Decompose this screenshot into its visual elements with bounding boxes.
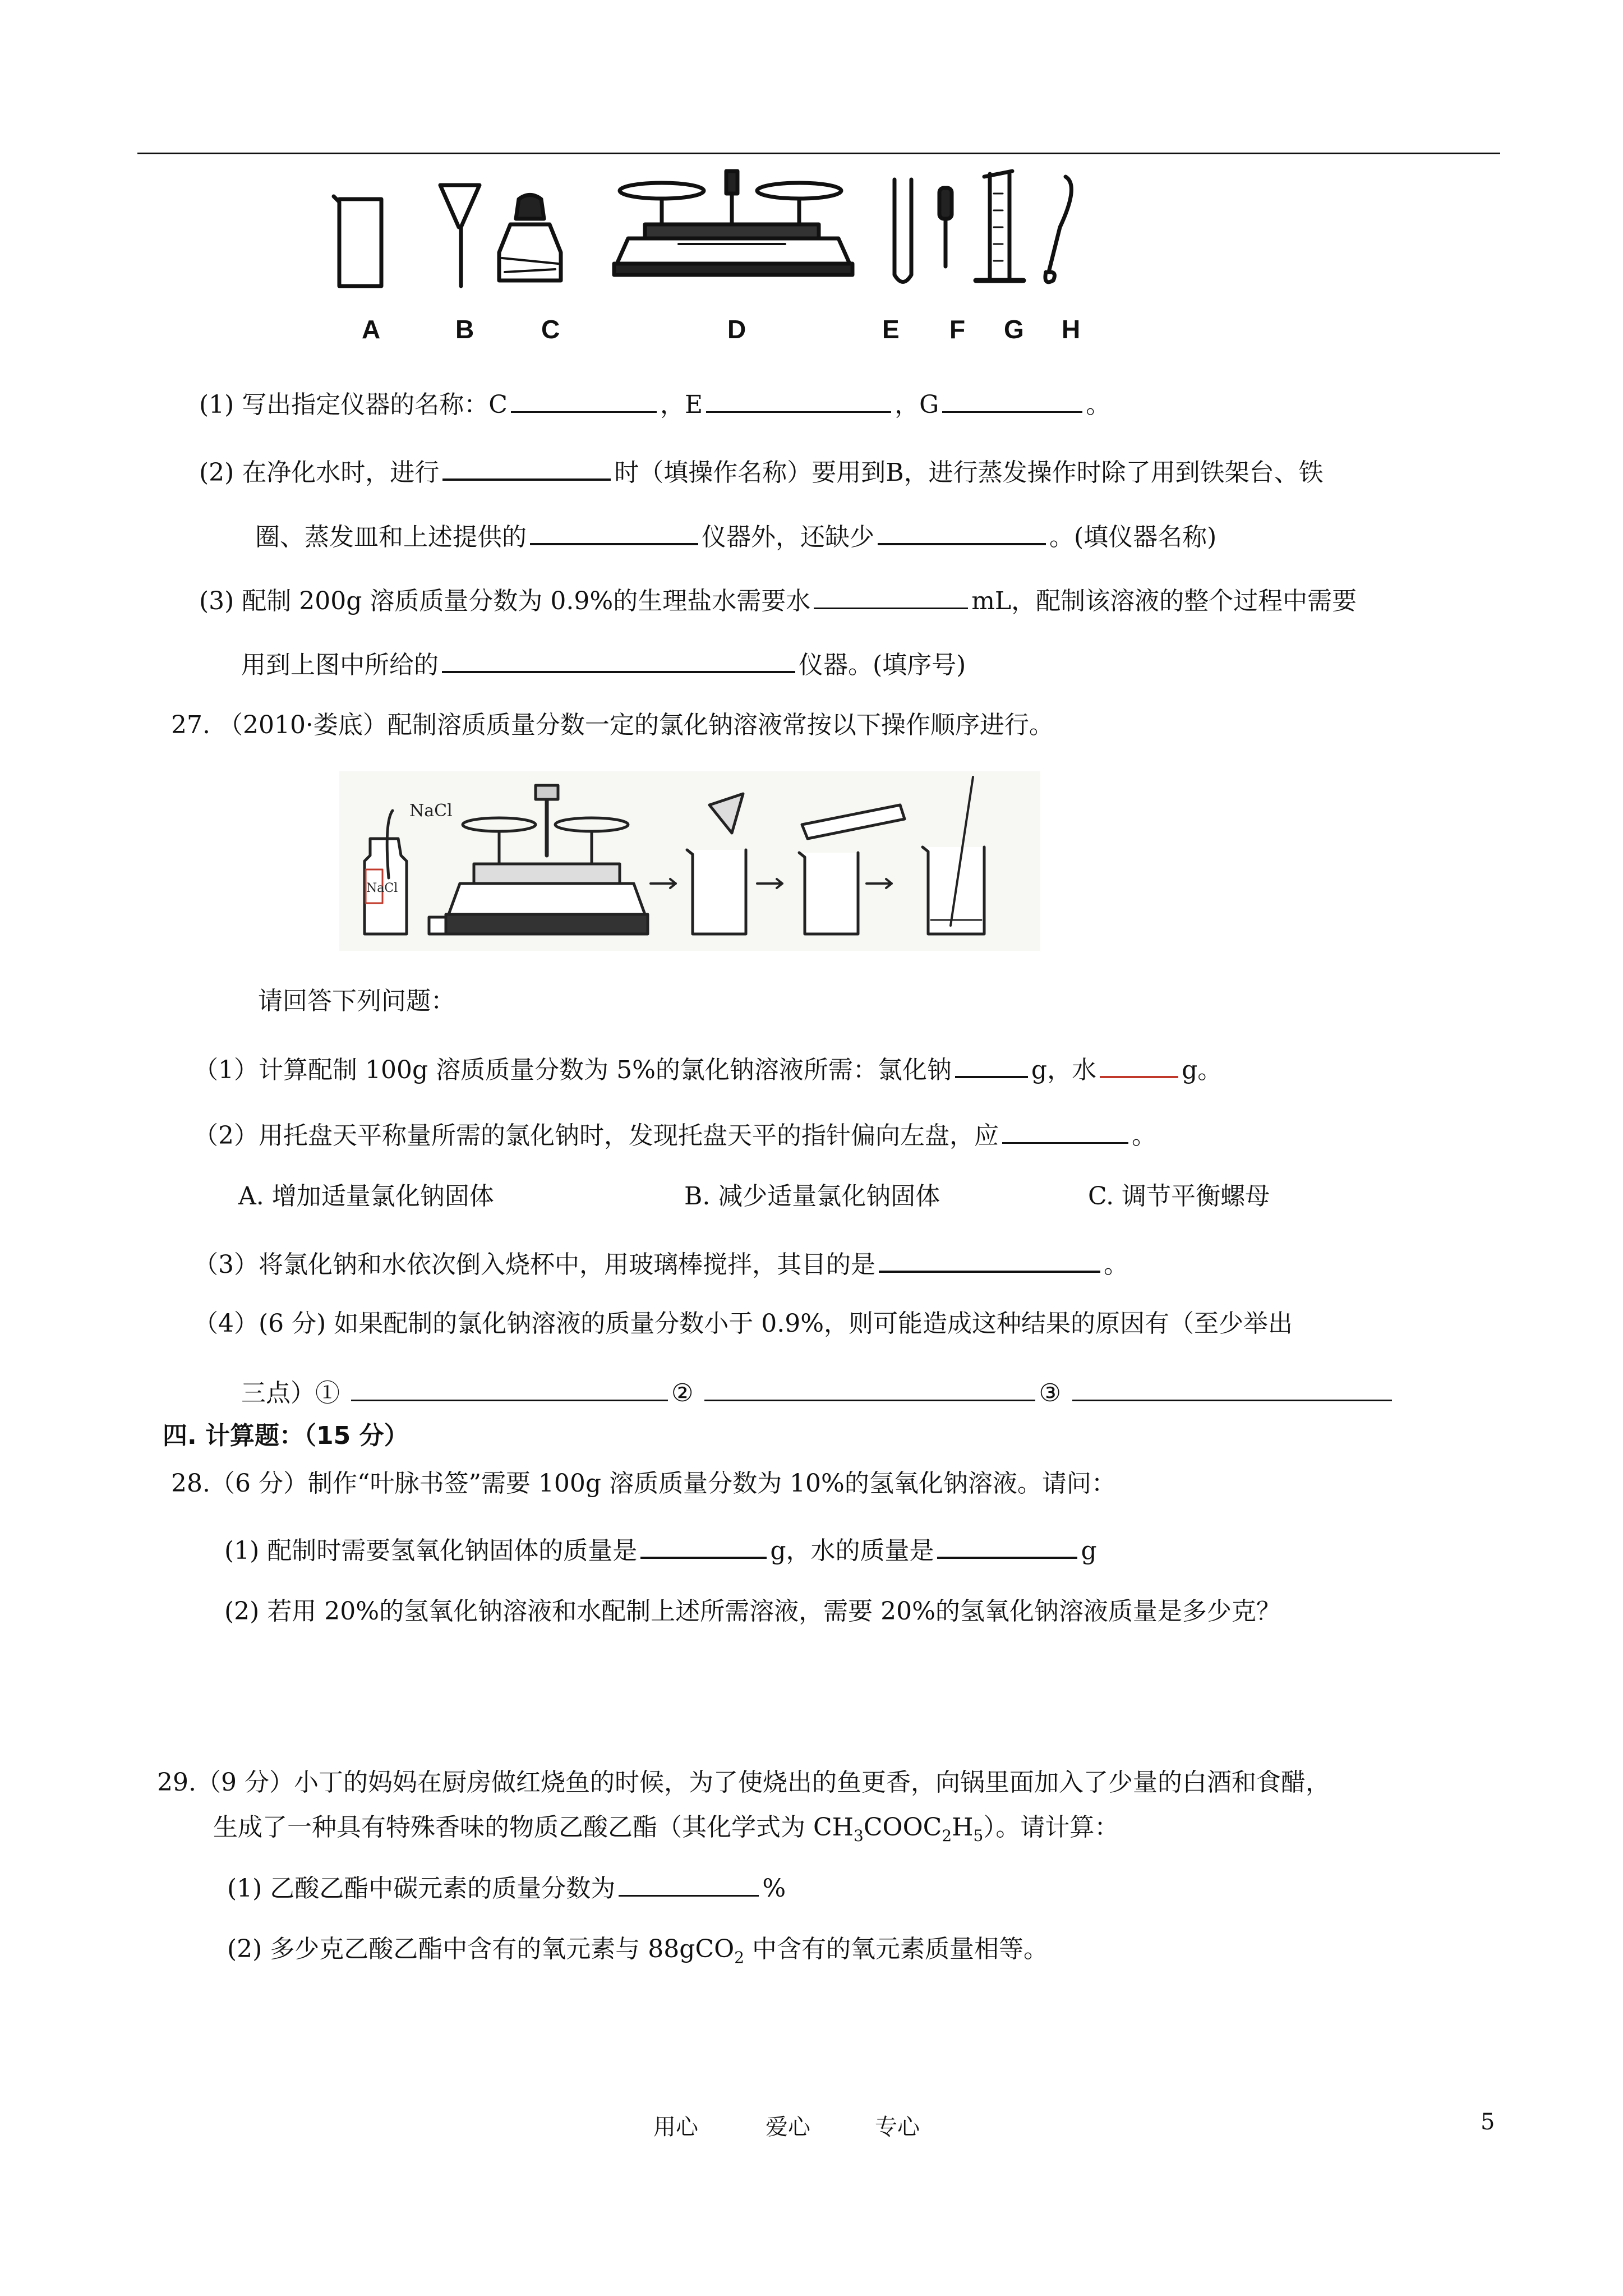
- q26-part3-line1: (3) 配制 200g 溶质质量分数为 0.9%的生理盐水需要水 mL，配制该溶液的整个过程中需要: [199, 581, 1357, 618]
- answer-blank-g[interactable]: [942, 384, 1082, 413]
- nacl-label: NaCl: [409, 801, 453, 821]
- answer-blank-reason-1[interactable]: [351, 1373, 668, 1401]
- footer-motto-1: 用心: [653, 2114, 698, 2140]
- label-b: B: [455, 315, 474, 344]
- answer-blank-balance[interactable]: [1002, 1115, 1128, 1144]
- answer-blank-naoh-mass[interactable]: [640, 1530, 767, 1559]
- q29-part1: (1) 乙酸乙酯中碳元素的质量分数为 %: [227, 1868, 786, 1906]
- beaker-empty-icon: [799, 853, 858, 934]
- answer-blank-reason-3[interactable]: [1072, 1373, 1392, 1401]
- q29-part2: (2) 多少克乙酸乙酯中含有的氧元素与 88gCO$_2$ 中含有的氧元素质量相等。: [227, 1935, 1049, 1967]
- q26-part2-line2: 圈、蒸发皿和上述提供的 仪器外，还缺少 。(填仪器名称): [255, 516, 1216, 554]
- balance-icon: [614, 171, 852, 275]
- label-d: D: [727, 315, 746, 344]
- nacl-jar-label: NaCl: [366, 881, 398, 895]
- q27-option-c: C. 调节平衡螺母: [1088, 1182, 1270, 1211]
- q27-part4-line1: （4）(6 分) 如果配制的氯化钠溶液的质量分数小于 0.9%，则可能造成这种结果的原因有（至少举出: [193, 1309, 1293, 1338]
- q27-prompt: 请回答下列问题：: [258, 987, 455, 1015]
- section-4-heading: 四. 计算题：（15 分）: [163, 1421, 409, 1450]
- answer-blank-nacl-mass[interactable]: [955, 1049, 1028, 1078]
- q26-part2-line1: (2) 在净化水时，进行 时（填操作名称）要用到B，进行蒸发操作时除了用到铁架台、铁: [199, 452, 1324, 490]
- q27-stem: 27. （2010·娄底）配制溶质质量分数一定的氯化钠溶液常按以下操作顺序进行。: [171, 711, 1054, 739]
- label-f: F: [949, 315, 966, 344]
- q27-part1: （1）计算配制 100g 溶质质量分数为 5%的氯化钠溶液所需：氯化钠 g，水 g。: [193, 1049, 1222, 1087]
- q28-part1: (1) 配制时需要氢氧化钠固体的质量是 g，水的质量是 g: [224, 1530, 1097, 1568]
- test-tube-icon: [895, 180, 911, 282]
- answer-blank-purpose[interactable]: [879, 1244, 1100, 1273]
- header-rule: [137, 153, 1500, 154]
- answer-blank-missing[interactable]: [878, 516, 1046, 545]
- q27-option-a: A. 增加适量氯化钠固体: [238, 1182, 494, 1211]
- answer-blank-e[interactable]: [706, 384, 891, 413]
- q29-stem-line1: 29.（9 分）小丁的妈妈在厨房做红烧鱼的时候，为了使烧出的鱼更香，向锅里面加入了少量的白酒和食醋，: [157, 1768, 1330, 1797]
- answer-blank-c[interactable]: [511, 384, 657, 413]
- q29-stem-line2: 生成了一种具有特殊香味的物质乙酸乙酯（其化学式为 $CH_3COOC_2H_5$）。请计算：: [213, 1813, 1119, 1845]
- footer-motto-2: 爱心: [766, 2114, 810, 2140]
- alcohol-lamp-icon: [499, 195, 561, 281]
- label-g: G: [1004, 315, 1024, 344]
- solution-prep-figure: [339, 771, 1040, 951]
- answer-blank-water-mass-28[interactable]: [937, 1530, 1077, 1559]
- answer-blank-instrument[interactable]: [530, 516, 698, 545]
- q27-part3: （3）将氯化钠和水依次倒入烧杯中，用玻璃棒搅拌，其目的是 。: [193, 1244, 1128, 1282]
- q28-part2: (2) 若用 20%的氢氧化钠溶液和水配制上述所需溶液，需要 20%的氢氧化钠溶液质量是多少克？: [224, 1597, 1281, 1626]
- answer-blank-carbon-fraction[interactable]: [619, 1868, 759, 1897]
- footer-motto-3: 专心: [875, 2114, 920, 2140]
- page-number: 5: [1481, 2109, 1495, 2135]
- spoon-icon: [1045, 177, 1072, 282]
- measuring-cylinder-icon: [976, 171, 1023, 280]
- q27-part4-line2: 三点）① ② ③: [241, 1373, 1395, 1410]
- funnel-icon: [440, 185, 479, 286]
- q27-part2: （2）用托盘天平称量所需的氯化钠时，发现托盘天平的指针偏向左盘，应 。: [193, 1115, 1156, 1153]
- answer-blank-operation[interactable]: [442, 452, 611, 481]
- answer-blank-water[interactable]: [814, 581, 968, 609]
- q26-part3-line2: 用到上图中所给的 仪器。(填序号): [241, 644, 966, 682]
- dropper-icon: [939, 188, 952, 266]
- label-c: C: [541, 315, 560, 344]
- label-a: A: [362, 315, 381, 344]
- instrument-figure: [314, 160, 1110, 306]
- answer-blank-instruments[interactable]: [442, 644, 795, 673]
- beaker-icon: [334, 196, 381, 286]
- answer-blank-water-mass[interactable]: [1100, 1049, 1178, 1078]
- label-e: E: [882, 315, 900, 344]
- label-h: H: [1062, 315, 1081, 344]
- q26-part1: (1) 写出指定仪器的名称：C ，E ，G 。: [199, 384, 1110, 422]
- q28-stem: 28.（6 分）制作“叶脉书签”需要 100g 溶质质量分数为 10%的氢氧化钠溶液。请问：: [171, 1469, 1116, 1498]
- q27-option-b: B. 减少适量氯化钠固体: [684, 1182, 940, 1211]
- answer-blank-reason-2[interactable]: [704, 1373, 1035, 1401]
